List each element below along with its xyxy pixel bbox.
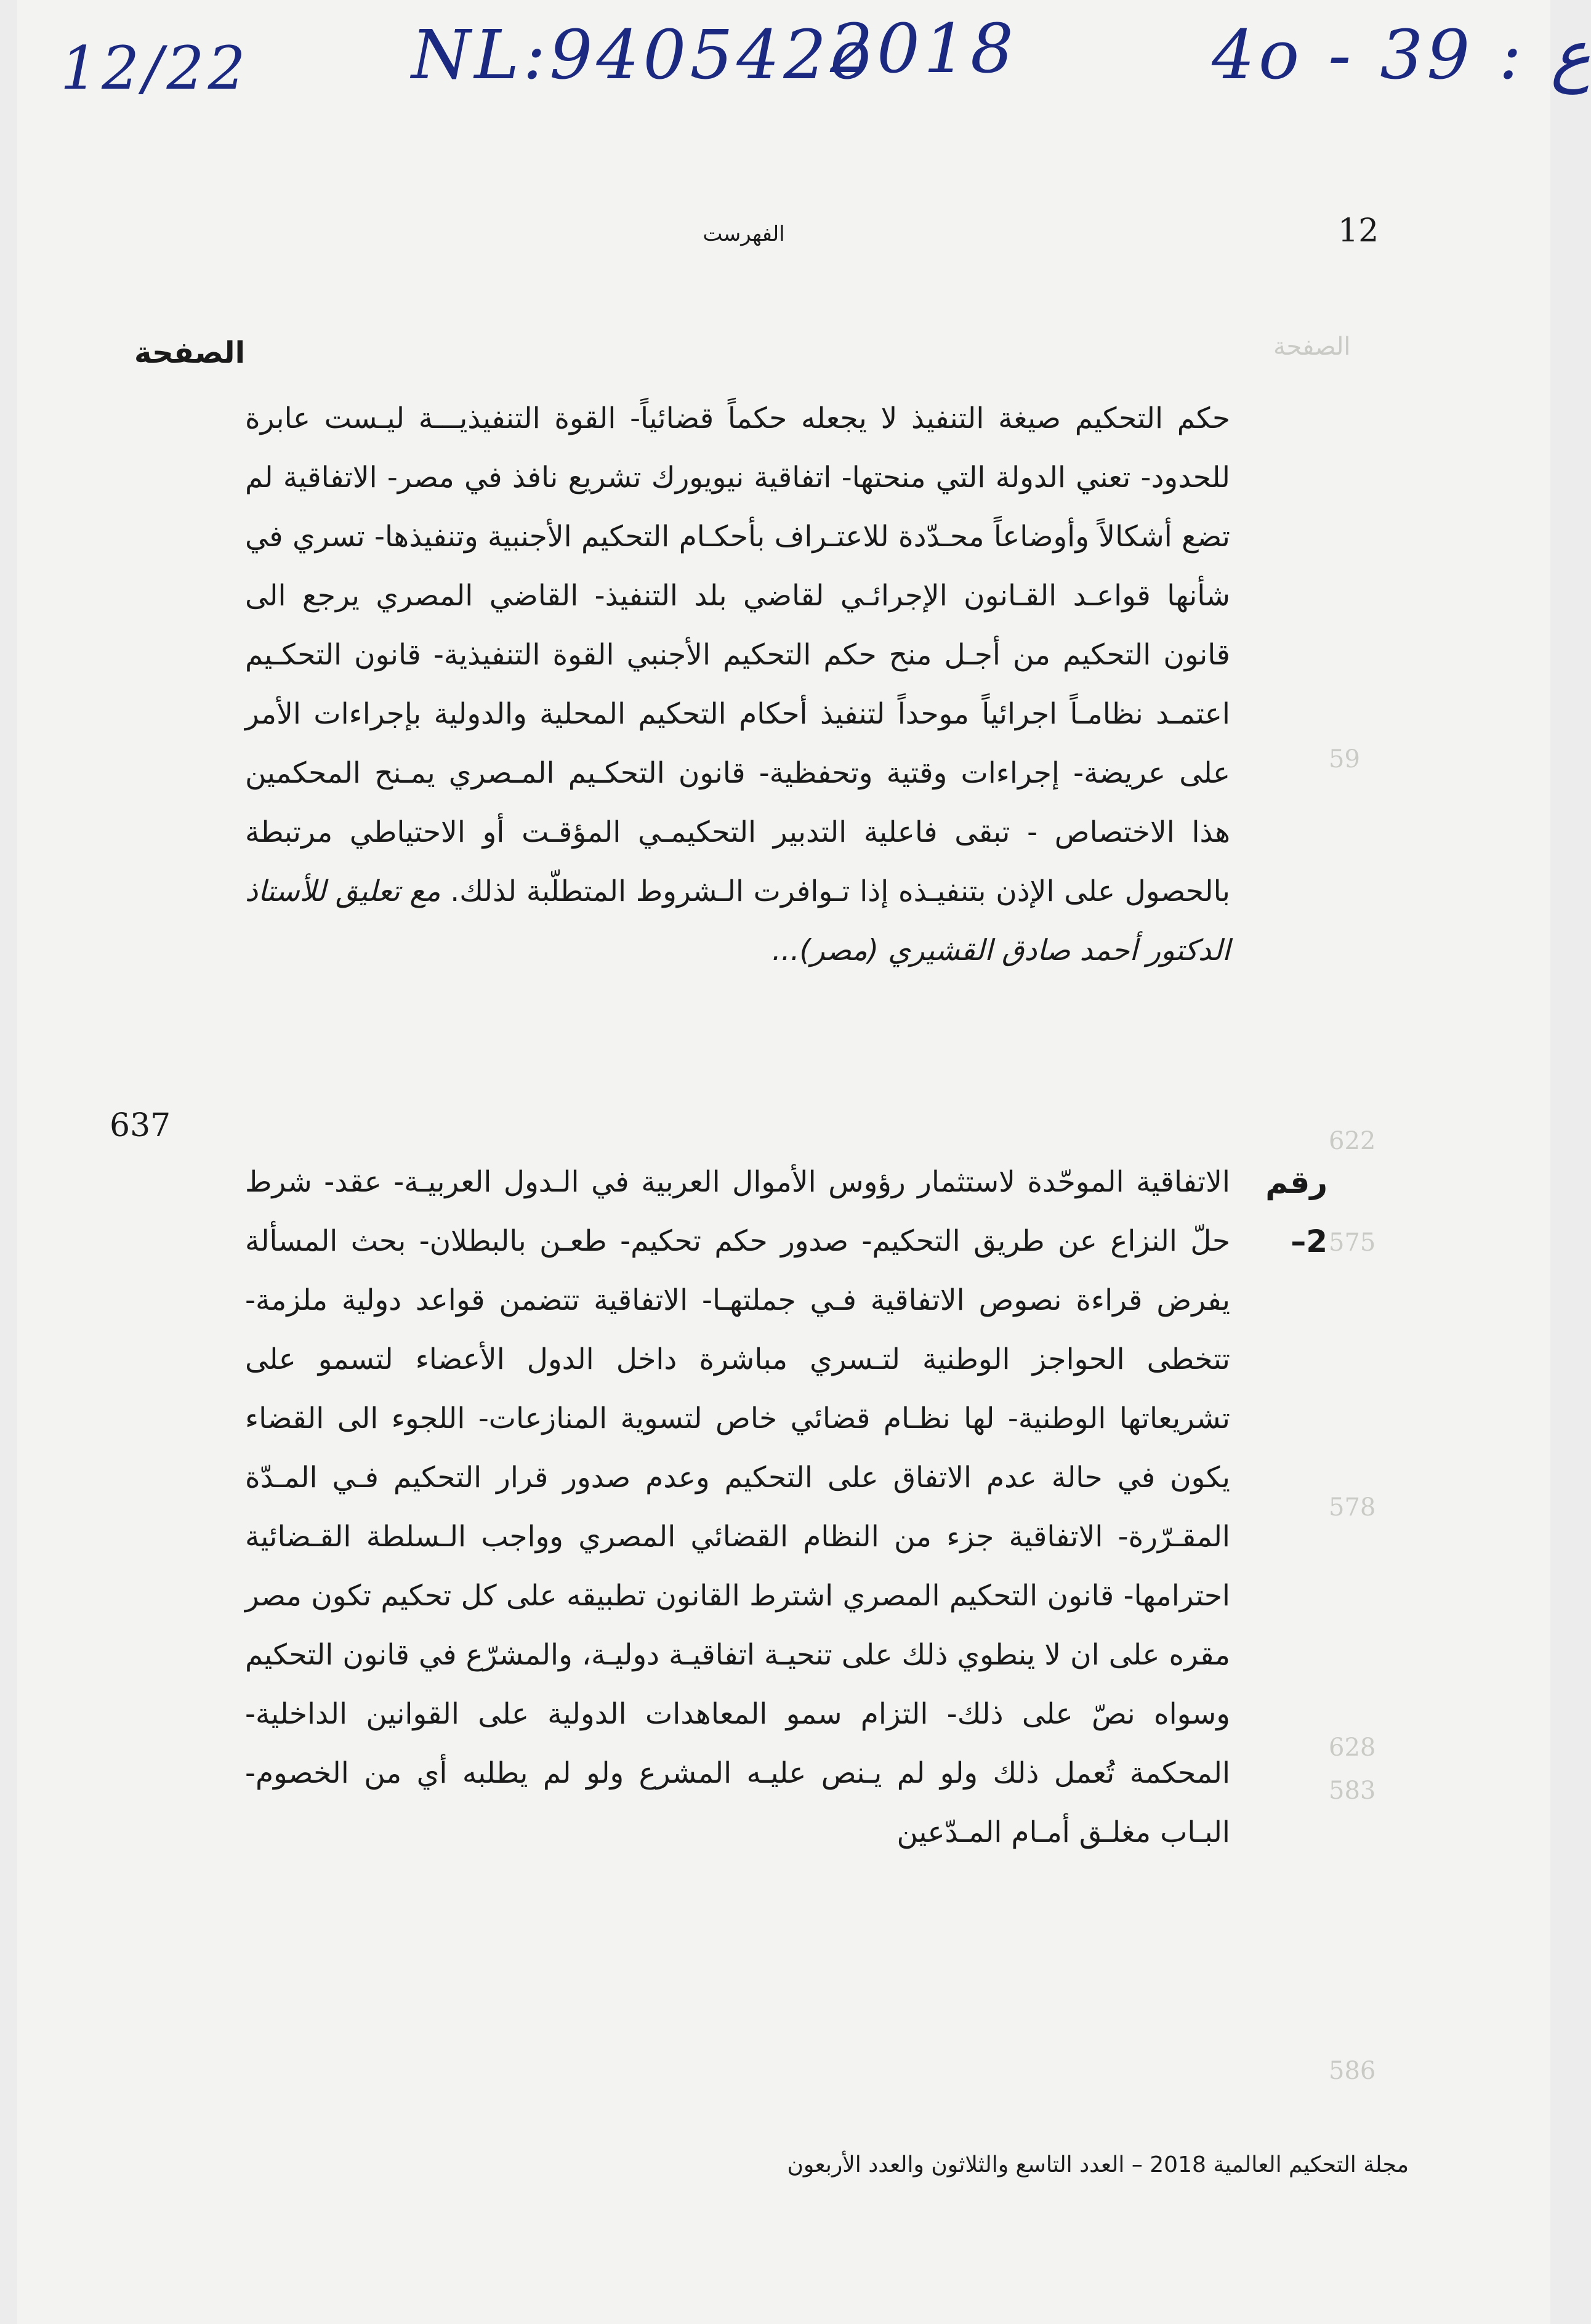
index-entry-1 xyxy=(245,389,1230,980)
bleed-through-ref: 578 xyxy=(1329,1493,1376,1522)
page-number: 12 xyxy=(1338,212,1379,249)
document-page xyxy=(17,0,1591,2324)
bleed-through-ref: 586 xyxy=(1329,2057,1376,2085)
handwritten-code: 4o - 39 : ع xyxy=(1212,15,1591,94)
entry-note: مع تعليق للأستاذ الدكتور أحمد صادق القشيري (مصر)... xyxy=(245,874,1230,967)
handwritten-year: 2018 xyxy=(830,9,1017,88)
page-reference: 637 xyxy=(110,1107,171,1144)
handwritten-fraction: 12/22 xyxy=(60,34,249,103)
bleed-through-heading: الصفحة xyxy=(1273,333,1351,361)
running-title: الفهرست xyxy=(703,222,785,246)
page-column-heading: الصفحة xyxy=(134,336,246,370)
bleed-through-ref: 628 xyxy=(1329,1733,1376,1762)
handwritten-reference: NL:940542o xyxy=(411,15,875,94)
bleed-through-ref: 622 xyxy=(1329,1127,1376,1155)
index-entry-2 xyxy=(245,1153,1230,1862)
journal-footer: مجلة التحكيم العالمية 2018 – العدد التاسع والثلاثون والعدد الأربعون xyxy=(787,2152,1409,2177)
entry-text: الاتفاقية الموحّدة لاستثمار رؤوس الأموال العربية في الـدول العربيـة- عقد- شرط حلّ النزاع عن طريق التحكيم- صدور حكم تحكيم- طعـن بالبطلان- بحث المسألة يفرض قراءة نصوص الاتفاقية فـي جملتهـا- الاتفاقية تتضمن قواعد دولية ملزمة- تتخطى الحواجز الوطنية لتـسري مباشرة داخل الدول الأعضاء لتسمو على تشريعاتها الوطنية- لها نظـام قضائي خاص لتسوية المنازعات- اللجوء الى القضاء يكون في حالة عدم الاتفاق على التحكيم وعدم صدور قرار التحكيم فـي المـدّة المقـرّرة- الاتفاقية جزء من النظام القضائي المصري وواجب الـسلطة القـضائية احترامها- قانون التحكيم المصري اشترط القانون تطبيقه على كل تحكيم تكون مصر مقره على ان لا ينطوي ذلك على تنحيـة اتفاقيـة دوليـة، والمشرّع في قانون التحكيم وسواه نصّ على ذلك- التزام سمو المعاهدات الدولية على القوانين الداخلية- المحكمة تُعمل ذلك ولو لم يـنص عليـه المشرع ولو لم يطلبه أي من الخصوم- البـاب مغلـق أمـام المـدّعين xyxy=(245,1165,1230,1849)
bleed-through-ref: 59 xyxy=(1329,745,1360,773)
bleed-through-ref: 575 xyxy=(1329,1229,1376,1257)
bleed-through-ref: 583 xyxy=(1329,1777,1376,1805)
entry-marker: رقم 2– xyxy=(1265,1164,1327,1259)
entry-text: حكم التحكيم صيغة التنفيذ لا يجعله حكماً قضائياً- القوة التنفيذيـــة ليـست عابرة للحدود- تعني الدولة التي منحتها- اتفاقية نيويورك تشريع نافذ في مصر- الاتفاقية لم تضع أشكالاً وأوضاعاً محـدّدة للاعتـراف بأحكـام التحكيم الأجنبية وتنفيذها- تسري في شأنها قواعـد القـانون الإجرائـي لقاضي بلد التنفيذ- القاضي المصري يرجع الى قانون التحكيم من أجـل منح حكم التحكيم الأجنبي القوة التنفيذية- قانون التحكـيم اعتمـد نظامـاً اجرائياً موحداً لتنفيذ أحكام التحكيم المحلية والدولية بإجراءات الأمر على عريضة- إجراءات وقتية وتحفظية- قانون التحكـيم المـصري يمـنح المحكمين هذا الاختصاص - تبقى فاعلية التدبير التحكيمـي المؤقـت أو الاحتياطي مرتبطة بالحصول على الإذن بتنفيـذه إذا تـوافرت الـشروط المتطلّبة لذلك. xyxy=(245,401,1230,908)
